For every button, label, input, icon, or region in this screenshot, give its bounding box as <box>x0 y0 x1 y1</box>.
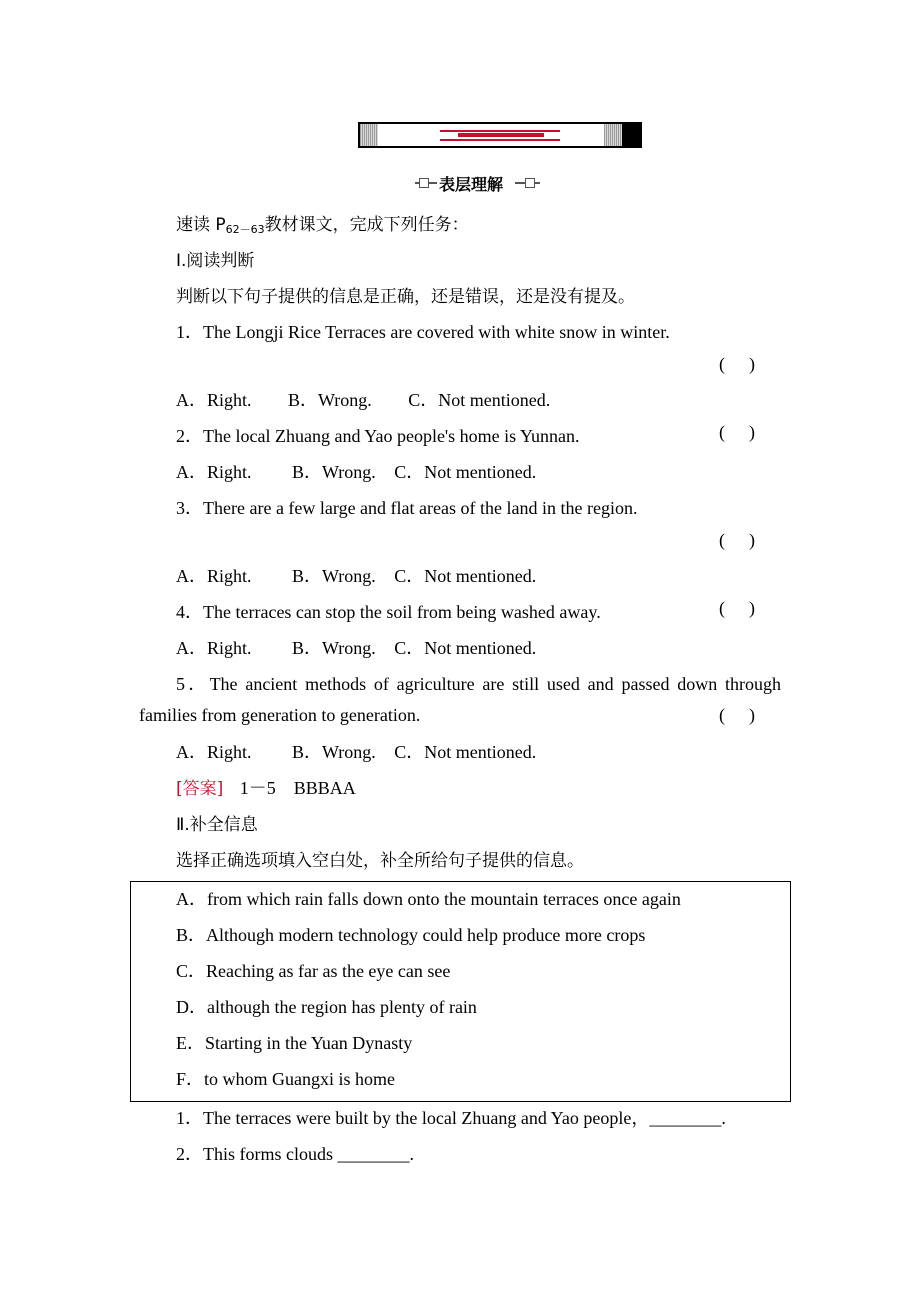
q3-answer-blank <box>719 530 755 551</box>
paren-open: ( <box>719 705 725 725</box>
banner-right-gradient <box>604 124 622 146</box>
q3-option-a[interactable]: A．Right. <box>176 566 252 586</box>
q5-options <box>176 738 536 764</box>
q1-answer-blank <box>719 354 755 375</box>
q4-option-b[interactable]: B．Wrong. <box>292 638 376 658</box>
answer-label: [答案] <box>176 779 224 799</box>
q3-text: There are a few large and flat areas of the land in the region. <box>203 498 638 518</box>
q5-number: 5． <box>176 674 210 694</box>
answer-text: 1－5 BBBAA <box>239 778 356 798</box>
part1-title: Ⅰ.阅读判断 <box>176 251 255 271</box>
q2 <box>176 422 580 448</box>
q1-options <box>176 386 550 412</box>
paren-open: ( <box>719 530 725 550</box>
q4-option-a[interactable]: A．Right. <box>176 638 252 658</box>
intro-line <box>176 210 469 237</box>
q4-number: 4． <box>176 602 203 622</box>
q3-option-c[interactable]: C．Not mentioned. <box>394 566 537 586</box>
q5-text-cont: families from generation to generation. <box>139 705 421 725</box>
q4-text: The terraces can stop the soil from being washed away. <box>203 602 601 622</box>
q2-number: 2． <box>176 426 203 446</box>
q2-options <box>176 458 536 484</box>
part2-q2: 2．This forms clouds ________. <box>176 1144 414 1164</box>
intro-page-range: 62－63 <box>225 223 265 236</box>
q5-answer-blank <box>719 705 755 726</box>
q5-option-a[interactable]: A．Right. <box>176 742 252 762</box>
paren-open: ( <box>719 422 725 442</box>
q1-number: 1． <box>176 322 203 342</box>
paren-close: ) <box>749 354 755 374</box>
q1-option-c[interactable]: C．Not mentioned. <box>408 390 551 410</box>
option-c: C．Reaching as far as the eye can see <box>176 961 451 981</box>
part2-instruction: 选择正确选项填入空白处，补全所给句子提供的信息。 <box>176 851 584 871</box>
q2-answer-blank <box>719 422 755 443</box>
label-right-box <box>525 178 535 188</box>
q2-option-a[interactable]: A．Right. <box>176 462 252 482</box>
banner-left-gradient <box>360 124 378 146</box>
q5-text: The ancient methods of agriculture are still used and passed down through <box>209 674 781 694</box>
q2-option-c[interactable]: C．Not mentioned. <box>394 462 537 482</box>
paren-close: ) <box>749 598 755 618</box>
q5 <box>176 670 781 696</box>
q1-option-a[interactable]: A．Right. <box>176 390 252 410</box>
q5-option-c[interactable]: C．Not mentioned. <box>394 742 537 762</box>
answer-line <box>176 774 356 800</box>
q4-answer-blank <box>719 598 755 619</box>
q4 <box>176 598 601 624</box>
part2-q1: 1．The terraces were built by the local Zhuang and Yao people，________. <box>176 1108 726 1128</box>
q3-number: 3． <box>176 498 203 518</box>
section-label <box>415 172 540 194</box>
banner-red-line-bottom <box>440 139 560 141</box>
paren-close: ) <box>749 422 755 442</box>
paren-open: ( <box>719 598 725 618</box>
q5-option-b[interactable]: B．Wrong. <box>292 742 376 762</box>
q2-option-b[interactable]: B．Wrong. <box>292 462 376 482</box>
q2-text: The local Zhuang and Yao people's home is Yunnan. <box>203 426 580 446</box>
option-b: B．Although modern technology could help produce more crops <box>176 925 646 945</box>
part2-title: Ⅱ.补全信息 <box>176 815 258 835</box>
label-left-box <box>419 178 429 188</box>
q4-options <box>176 634 536 660</box>
header-banner <box>358 122 642 148</box>
q4-option-c[interactable]: C．Not mentioned. <box>394 638 537 658</box>
banner-red-bar <box>458 133 544 137</box>
banner-red-line-top <box>440 130 560 132</box>
q3-option-b[interactable]: B．Wrong. <box>292 566 376 586</box>
intro-prefix: 速读 P <box>176 215 226 235</box>
q3-options <box>176 562 536 588</box>
option-d: D．although the region has plenty of rain <box>176 997 477 1017</box>
q3 <box>176 494 637 520</box>
intro-suffix: 教材课文，完成下列任务： <box>264 215 469 235</box>
option-e: E．Starting in the Yuan Dynasty <box>176 1033 413 1053</box>
paren-open: ( <box>719 354 725 374</box>
q1-option-b[interactable]: B．Wrong. <box>288 390 372 410</box>
q1 <box>176 318 670 344</box>
paren-close: ) <box>749 530 755 550</box>
part1-instruction: 判断以下句子提供的信息是正确，还是错误，还是没有提及。 <box>176 287 635 307</box>
option-f: F．to whom Guangxi is home <box>176 1069 395 1089</box>
paren-close: ) <box>749 705 755 725</box>
q1-text: The Longji Rice Terraces are covered with white snow in winter. <box>203 322 670 342</box>
section-label-text: 表层理解 <box>439 175 504 194</box>
option-a: A．from which rain falls down onto the mountain terraces once again <box>176 889 681 909</box>
